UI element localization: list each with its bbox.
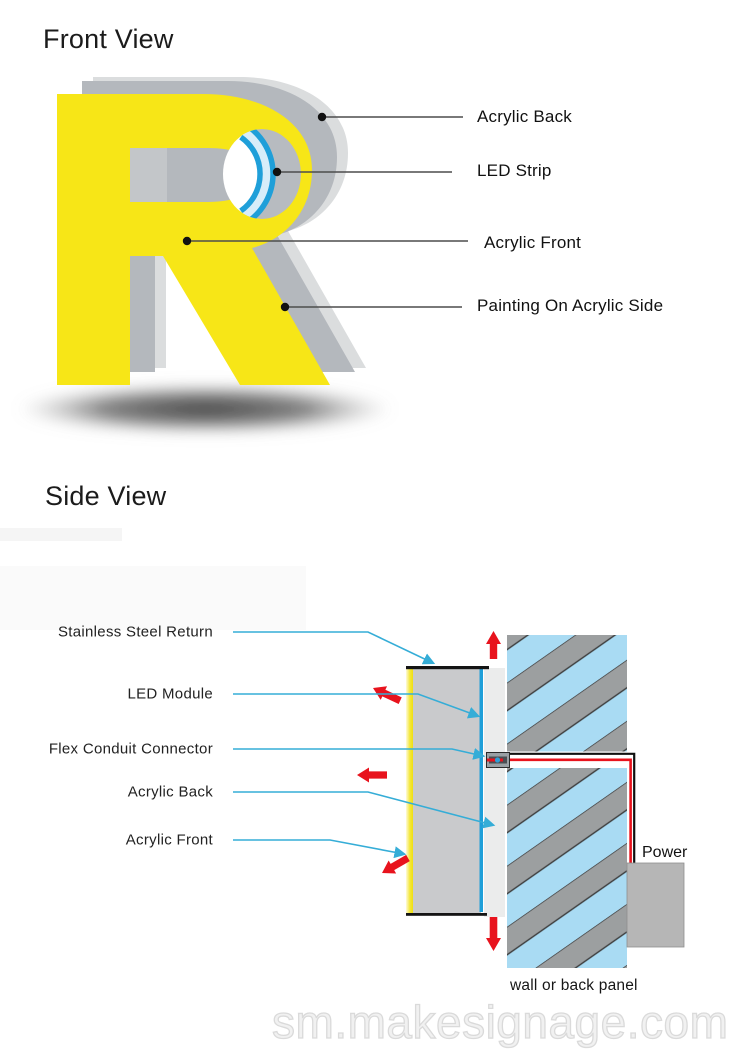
steel-return-bottom — [406, 913, 487, 916]
letter-cross-section — [406, 666, 505, 917]
front-view-title: Front View — [43, 24, 174, 54]
wall — [507, 635, 627, 968]
callout-dot-acrylic-front — [183, 237, 191, 245]
led-module-line — [480, 669, 484, 912]
side-label-flex-conduit-connector: Flex Conduit Connector — [48, 740, 213, 758]
acrylic-front-strip — [406, 668, 413, 915]
connector-port — [495, 757, 500, 762]
wall-hatching — [507, 635, 627, 968]
flex-conduit-connector — [487, 753, 510, 768]
steel-return-top — [406, 666, 489, 669]
acrylic-back-strip — [484, 668, 505, 917]
callout-dot-painting — [281, 303, 289, 311]
faint-patch-large — [0, 566, 306, 630]
arrow-left — [357, 768, 387, 783]
watermark: sm.makesignage.com — [272, 996, 729, 1048]
power-label: Power — [642, 844, 688, 861]
side-label-acrylic-back: Acrylic Back — [127, 783, 213, 801]
faint-patch-small — [0, 528, 122, 541]
callout-dot-acrylic-back — [318, 113, 326, 121]
callout-dot-led-strip — [273, 168, 281, 176]
front-label-acrylic-front: Acrylic Front — [484, 233, 582, 252]
arrow-up — [486, 631, 501, 659]
power-supply-box — [627, 863, 684, 947]
wall-caption: wall or back panel — [510, 977, 638, 994]
arrow-down — [486, 917, 501, 951]
side-view-diagram — [0, 460, 750, 1056]
callout-stainless-steel-return — [233, 632, 433, 663]
callout-acrylic-front — [233, 840, 404, 854]
letter-r — [57, 77, 366, 385]
side-view-title: Side View — [45, 481, 167, 511]
front-label-painting: Painting On Acrylic Side — [477, 296, 664, 315]
front-label-acrylic-back: Acrylic Back — [477, 107, 572, 126]
side-label-acrylic-front: Acrylic Front — [125, 831, 213, 849]
letter-shadow — [17, 384, 393, 434]
letter-inner-return — [130, 148, 167, 202]
front-label-led-strip: LED Strip — [477, 161, 552, 180]
front-view-diagram — [0, 0, 750, 460]
side-label-led-module: LED Module — [127, 685, 213, 703]
side-label-stainless-steel-return: Stainless Steel Return — [57, 623, 213, 641]
